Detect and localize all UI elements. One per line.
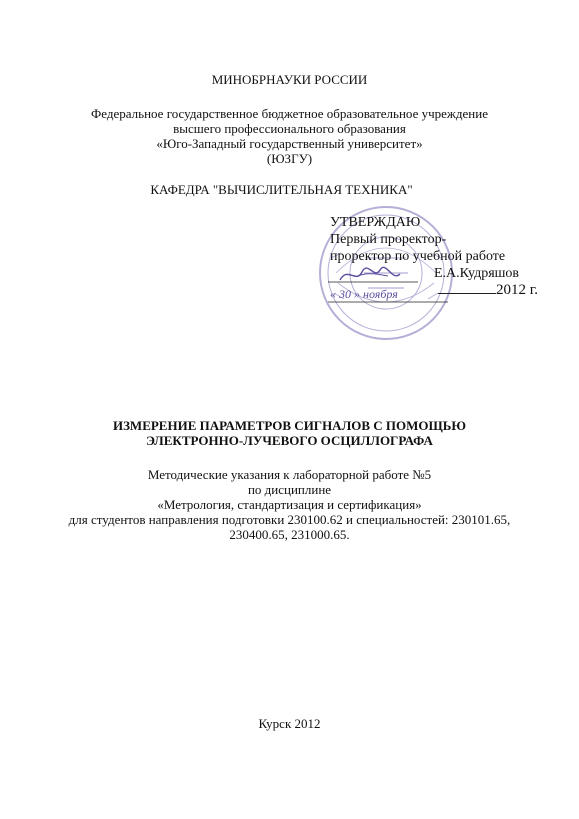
institution-line-3: «Юго-Западный государственный университет» bbox=[156, 136, 423, 151]
description-line-1: Методические указания к лабораторной работе №5 bbox=[147, 467, 432, 482]
svg-text:« 30 » ноября: « 30 » ноября bbox=[330, 287, 398, 301]
document-title-line-2: ЭЛЕКТРОННО-ЛУЧЕВОГО ОСЦИЛЛОГРАФА bbox=[146, 433, 433, 448]
description-line-2: по дисциплине bbox=[247, 482, 332, 497]
handwritten-date bbox=[328, 283, 448, 305]
document-title-line-1: ИЗМЕРЕНИЕ ПАРАМЕТРОВ СИГНАЛОВ С ПОМОЩЬЮ bbox=[112, 418, 467, 433]
approver-position-1: Первый проректор- bbox=[330, 232, 447, 247]
description-line-4: для студентов направления подготовки 230100.62 и специальностей: 230101.65, bbox=[68, 512, 511, 527]
approved-label: УТВЕРЖДАЮ bbox=[330, 215, 421, 230]
description-line-3: «Метрология, стандартизация и сертификация» bbox=[157, 497, 422, 512]
approver-name: Е.А.Кудряшов bbox=[434, 266, 520, 281]
year-text: 2012 г. bbox=[496, 282, 538, 298]
institution-line-1: Федеральное государственное бюджетное образовательное учреждение bbox=[91, 106, 488, 121]
approver-position-2: проректор по учебной работе bbox=[330, 249, 506, 264]
description-line-5: 230400.65, 231000.65. bbox=[229, 527, 350, 542]
institution-abbr: (ЮЗГУ) bbox=[266, 151, 313, 166]
ministry-heading: МИНОБРНАУКИ РОССИИ bbox=[211, 72, 368, 87]
institution-line-2: высшего профессионального образования bbox=[173, 121, 406, 136]
city-year: Курск 2012 bbox=[258, 716, 321, 731]
department-heading: КАФЕДРА "ВЫЧИСЛИТЕЛЬНАЯ ТЕХНИКА" bbox=[150, 182, 413, 197]
